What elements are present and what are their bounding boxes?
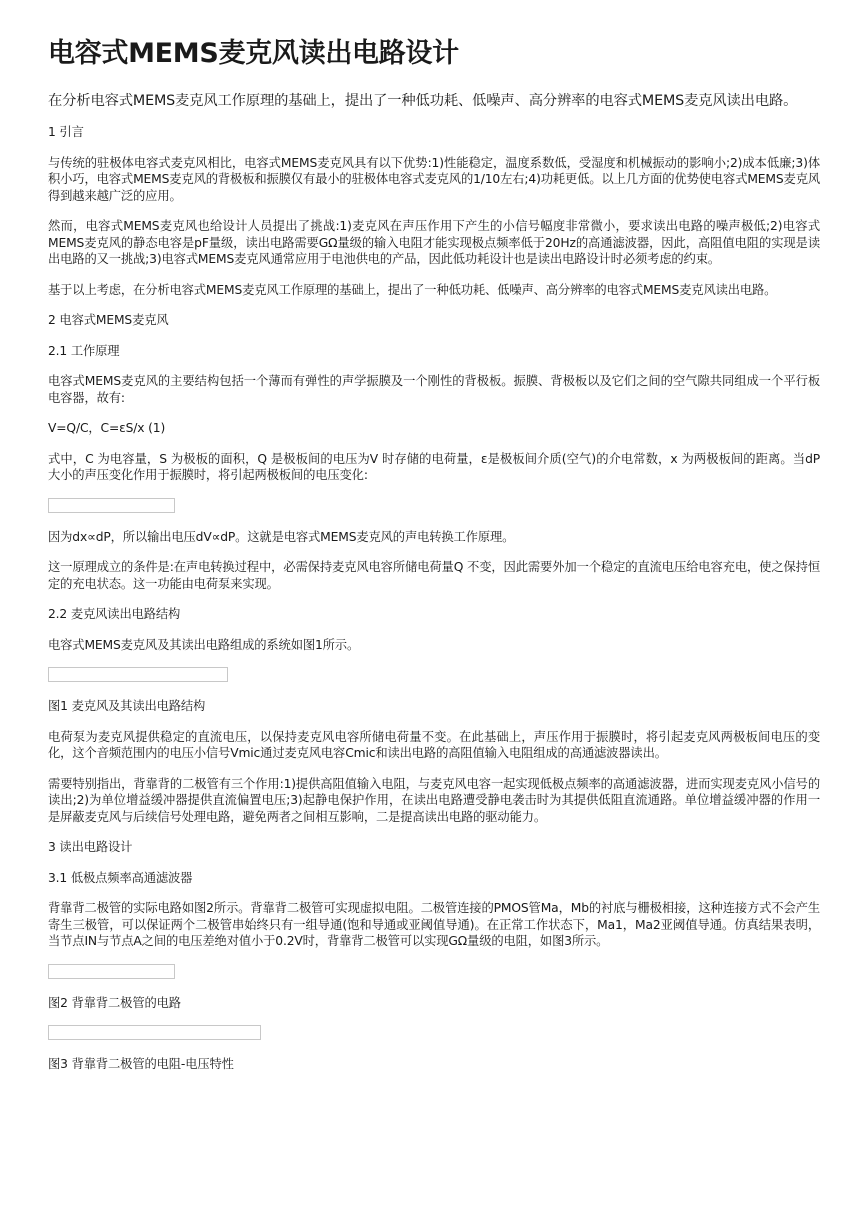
figure-3-image-placeholder bbox=[48, 1025, 261, 1040]
section-heading: 3 读出电路设计 bbox=[48, 840, 133, 854]
figure-caption: 图3 背靠背二极管的电阻-电压特性 bbox=[48, 1057, 234, 1071]
paragraph: 与传统的驻极体电容式麦克风相比，电容式MEMS麦克风具有以下优势:1)性能稳定，温度系数低，受湿度和机械振动的影响小;2)成本低廉;3)体积小巧，电容式MEMS麦克风的背极板和振膜仅有最小的驻极体电容式麦克风的1/10左右;4)功耗更低。以上几方面的优势使电容式MEMS麦克风得到越来越广泛的应用。 bbox=[48, 155, 820, 203]
paragraph: 然而，电容式MEMS麦克风也给设计人员提出了挑战:1)麦克风在声压作用下产生的小信号幅度非常微小，要求读出电路的噪声极低;2)电容式MEMS麦克风的静态电容是pF量级，读出电路需要GΩ量级的输入电阻才能实现极点频率低于20Hz的高通滤波器，因此，高阻值电阻的实现是读出电路的又一挑战;3)电容式MEMS麦克风通常应用于电池供电的产品，因此低功耗设计也是读出电路设计时必须考虑的约束。 bbox=[48, 219, 820, 266]
figure-caption: 图1 麦克风及其读出电路结构 bbox=[48, 699, 206, 713]
subsection-heading: 2.1 工作原理 bbox=[48, 343, 120, 358]
paragraph: 这一原理成立的条件是:在声电转换过程中，必需保持麦克风电容所储电荷量Q 不变，因此需要外加一个稳定的直流电压给电容充电，使之保持恒定的充电状态。这一功能由电荷泵来实现。 bbox=[48, 560, 820, 591]
abstract: 在分析电容式MEMS麦克风工作原理的基础上，提出了一种低功耗、低噪声、高分辨率的电容式MEMS麦克风读出电路。 bbox=[48, 93, 798, 109]
figure-1-image-placeholder bbox=[48, 667, 228, 682]
paragraph: 电容式MEMS麦克风及其读出电路组成的系统如图1所示。 bbox=[48, 637, 360, 652]
subsection-heading: 3.1 低极点频率高通滤波器 bbox=[48, 870, 193, 885]
equation: V=Q/C，C=εS/x (1) bbox=[48, 421, 166, 435]
paragraph: 背靠背二极管的实际电路如图2所示。背靠背二极管可实现虚拟电阻。二极管连接的PMOS管Ma，Mb的衬底与栅极相接，这种连接方式不会产生寄生三极管，可以保证两个二极管串始终只有一组导通(饱和导通或亚阈值导通)。在正常工作状态下，Ma1，Ma2亚阈值导通。仿真结果表明，当节点IN与节点A之间的电压差绝对值小于0.2V时，背靠背二极管可以实现GΩ量级的电阻，如图3所示。 bbox=[48, 901, 820, 948]
paragraph: 式中，C 为电容量，S 为极板的面积，Q 是极板间的电压为V 时存储的电荷量，ε是极板间介质(空气)的介电常数，x 为两极板间的距离。当dP 大小的声压变化作用于振膜时，将引起两极板间的电压变化: bbox=[48, 451, 820, 482]
paragraph: 因为dx∝dP，所以输出电压dV∝dP。这就是电容式MEMS麦克风的声电转换工作原理。 bbox=[48, 529, 515, 544]
figure-2-image-placeholder bbox=[48, 964, 175, 979]
equation-image-placeholder bbox=[48, 498, 175, 513]
figure-caption: 图2 背靠背二极管的电路 bbox=[48, 995, 181, 1010]
paragraph: 基于以上考虑，在分析电容式MEMS麦克风工作原理的基础上，提出了一种低功耗、低噪声、高分辨率的电容式MEMS麦克风读出电路。 bbox=[48, 282, 777, 297]
paragraph: 电容式MEMS麦克风的主要结构包括一个薄而有弹性的声学振膜及一个刚性的背极板。振膜、背极板以及它们之间的空气隙共同组成一个平行板电容器，故有: bbox=[48, 374, 820, 405]
page-title: 电容式MEMS麦克风读出电路设计 bbox=[48, 38, 459, 69]
section-heading: 1 引言 bbox=[48, 125, 84, 139]
subsection-heading: 2.2 麦克风读出电路结构 bbox=[48, 607, 181, 621]
paragraph: 电荷泵为麦克风提供稳定的直流电压，以保持麦克风电容所储电荷量不变。在此基础上，声压作用于振膜时，将引起麦克风两极板间电压的变化，这个音频范围内的电压小信号Vmic通过麦克风电容Cmic和读出电路的高阻值输入电阻组成的高通滤波器读出。 bbox=[48, 729, 820, 760]
section-heading: 2 电容式MEMS麦克风 bbox=[48, 313, 169, 327]
paragraph: 需要特别指出，背靠背的二极管有三个作用:1)提供高阻值输入电阻，与麦克风电容一起实现低极点频率的高通滤波器，进而实现麦克风小信号的读出;2)为单位增益缓冲器提供直流偏置电压;3)起静电保护作用，在读出电路遭受静电袭击时为其提供低阻直流通路。单位增益缓冲器的作用一是屏蔽麦克风与后续信号处理电路，避免两者之间相互影响，二是提高读出电路的驱动能力。 bbox=[48, 776, 820, 824]
